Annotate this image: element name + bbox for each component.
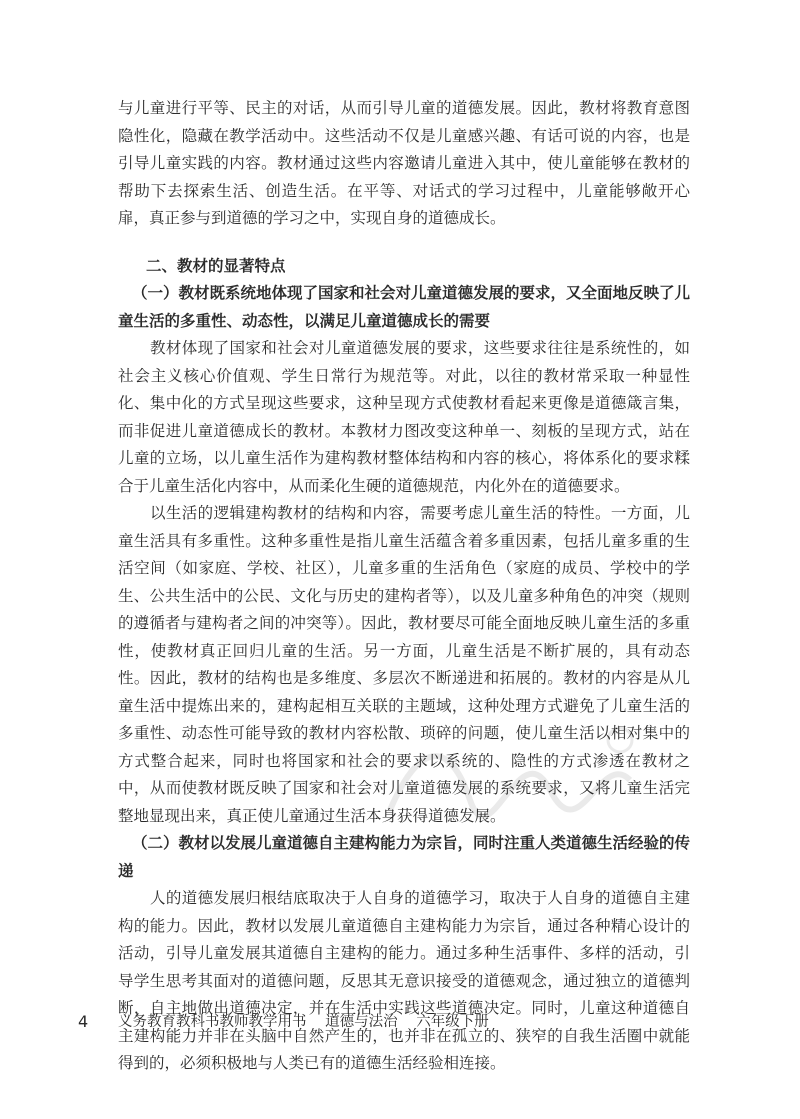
- footer-grade: 六年级下册: [416, 1014, 489, 1030]
- main-content: [118, 95, 690, 1078]
- footer-series: 义务教育教科书教师教学用书: [118, 1014, 307, 1030]
- footer-book-title: [118, 1010, 503, 1034]
- page-footer: [0, 1010, 800, 1040]
- body-paragraph: 人的道德发展归根结底取决于人自身的道德学习，取决于人自身的道德自主建构的能力。因此，教材以发展儿童道德自主建构能力为宗旨，通过各种精心设计的活动，引导儿童发展其道德自主建构的能力。通过多种生活事件、多样的活动，引导学生思考其面对的道德问题，反思其无意识接受的道德观念，通过独立的道德判断，自主地做出道德决定，并在生活中实践这些道德决定。同时，儿童这种道德自主建构能力并非在头脑中自然产生的，也并非在孤立的、狭窄的自我生活圈中就能得到的，必须积极地与人类已有的道德生活经验相连接。: [118, 889, 690, 1072]
- body-paragraph: 教材体现了国家和社会对儿童道德发展的要求，这些要求往往是系统性的，如社会主义核心价值观、学生日常行为规范等。对此，以往的教材常采取一种显性化、集中化的方式呈现这些要求，这种呈现方式使教材看起来更像是道德箴言集，而非促进儿童道德成长的教材。本教材力图改变这种单一、刻板的呈现方式，站在儿童的立场，以儿童生活作为建构教材整体结构和内容的核心，将体系化的要求糅合于儿童生活化内容中，从而柔化生硬的道德规范，内化外在的道德要求。: [118, 339, 690, 495]
- footer-subject: 道德与法治: [325, 1014, 398, 1030]
- body-paragraph: 以生活的逻辑建构教材的结构和内容，需要考虑儿童生活的特性。一方面，儿童生活具有多重性。这种多重性是指儿童生活蕴含着多重因素，包括儿童多重的生活空间（如家庭、学校、社区），儿童多重的生活角色（家庭的成员、学校中的学生、公共生活中的公民、文化与历史的建构者等），以及儿童多种角色的冲突（规则的遵循者与建构者之间的冲突等）。因此，教材要尽可能全面地反映儿童生活的多重性，使教材真正回归儿童的生活。另一方面，儿童生活是不断扩展的，具有动态性。因此，教材的结构也是多维度、多层次不断递进和拓展的。教材的内容是从儿童生活中提炼出来的，建构起相互关联的主题域，这种处理方式避免了儿童生活的多重性、动态性可能导致的教材内容松散、琐碎的问题，使儿童生活以相对集中的方式整合起来，同时也将国家和社会的要求以系统的、隐性的方式渗透在教材之中，从而使教材既反映了国家和社会对儿童道德发展的系统要求，又将儿童生活完整地显现出来，真正使儿童通过生活本身获得道德发展。: [118, 504, 690, 825]
- intro-paragraph: 与儿童进行平等、民主的对话，从而引导儿童的道德发展。因此，教材将教育意图隐性化，隐藏在教学活动中。这些活动不仅是儿童感兴趣、有话可说的内容，也是引导儿童实践的内容。教材通过这些内容邀请儿童进入其中，使儿童能够在教材的帮助下去探索生活、创造生活。在平等、对话式的学习过程中，儿童能够敞开心扉，真正参与到道德的学习之中，实现自身的道德成长。: [118, 99, 690, 227]
- subsection-heading-1: （一）教材既系统地体现了国家和社会对儿童道德发展的要求，又全面地反映了儿童生活的多重性、动态性，以满足儿童道德成长的需要: [118, 284, 691, 330]
- page-number: 4: [78, 1012, 89, 1031]
- subsection-heading-2: （二）教材以发展儿童道德自主建构能力为宗旨，同时注重人类道德生活经验的传递: [118, 834, 691, 880]
- section-heading: 二、教材的显著特点: [146, 256, 286, 275]
